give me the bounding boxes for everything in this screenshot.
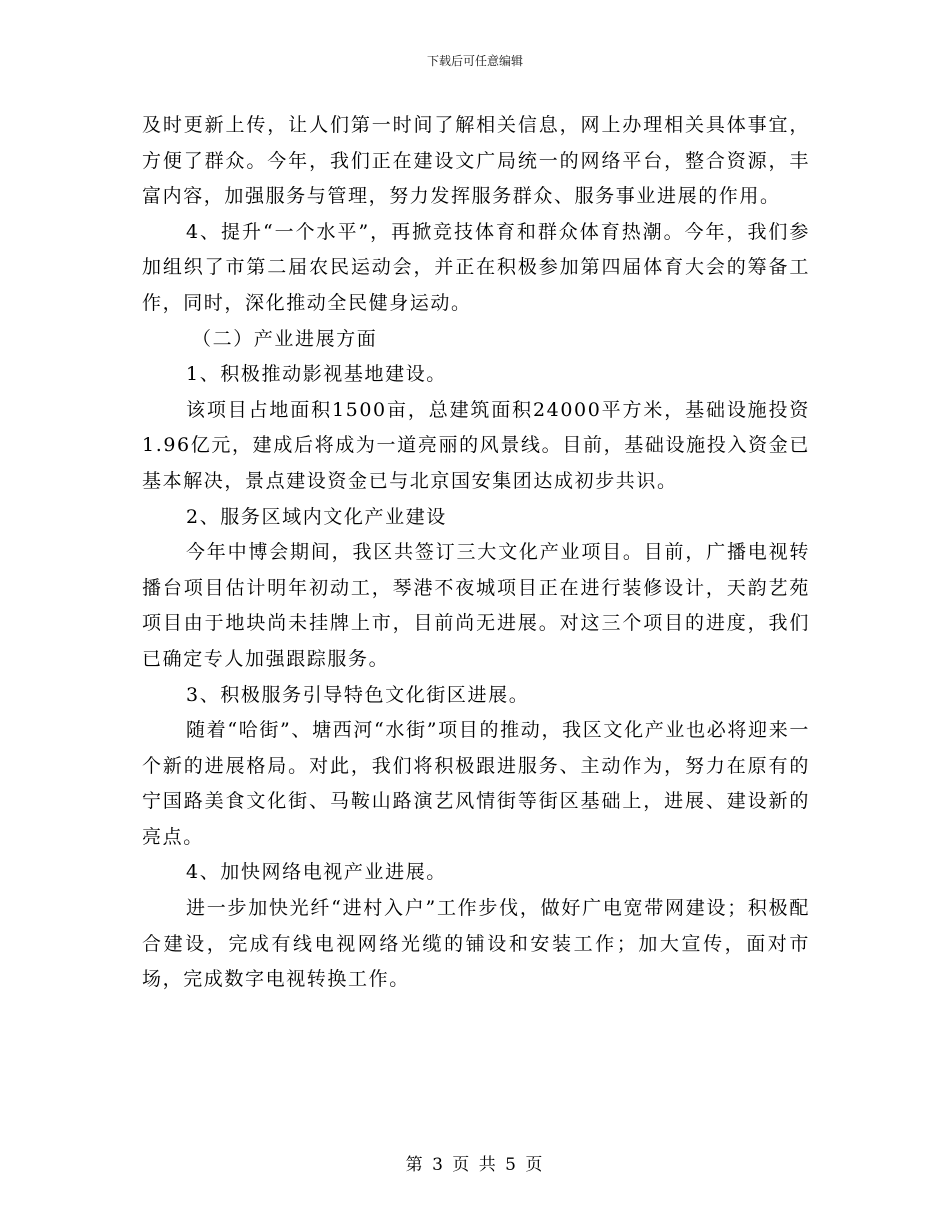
page-header-note: 下载后可任意编辑 xyxy=(426,54,523,68)
paragraph-item-4-sports: 4、提升“一个水平”，再掀竞技体育和群众体育热潮。今年，我们参加组织了市第二届农民运动会，并正在积极参加第四届体育大会的筹备工作，同时，深化推动全民健身运动。 xyxy=(142,220,810,314)
page-number-footer: 第 3 页 共 5 页 xyxy=(405,1155,545,1175)
item-heading-cultural-industry: 2、服务区域内文化产业建设 xyxy=(186,505,447,528)
item-heading-film-base: 1、积极推动影视基地建设。 xyxy=(186,363,447,386)
paragraph-cultural-district: 随着“哈街”、塘西河“水街”项目的推动，我区文化产业也必将迎来一个新的进展格局。对此，我们将积极跟进服务、主动作为，努力在原有的宁国路美食文化街、马鞍山路演艺风情街等街区基础上，进展、建设新的亮点。 xyxy=(142,719,810,848)
paragraph-film-base: 该项目占地面积1500亩，总建筑面积24000平方米，基础设施投资1.96亿元，建成后将成为一道亮丽的风景线。目前，基础设施投入资金已基本解决，景点建设资金已与北京国安集团达成初步共识。 xyxy=(142,398,810,492)
paragraph-cultural-industry: 今年中博会期间，我区共签订三大文化产业项目。目前，广播电视转播台项目估计明年初动工，琴港不夜城项目正在进行装修设计，天韵艺苑项目由于地块尚未挂牌上市，目前尚无进展。对这三个项目的进度，我们已确定专人加强跟踪服务。 xyxy=(142,541,810,670)
paragraph-continuation: 及时更新上传，让人们第一时间了解相关信息，网上办理相关具体事宜，方便了群众。今年，我们正在建设文广局统一的网络平台，整合资源，丰富内容，加强服务与管理，努力发挥服务群众、服务事业进展的作用。 xyxy=(142,114,810,208)
item-heading-cultural-district: 3、积极服务引导特色文化街区进展。 xyxy=(186,683,530,706)
document-body xyxy=(142,108,810,998)
item-heading-network-tv: 4、加快网络电视产业进展。 xyxy=(186,861,447,884)
section-heading-industry: （二）产业进展方面 xyxy=(192,327,378,350)
paragraph-network-tv: 进一步加快光纤“进村入户”工作步伐，做好广电宽带网建设；积极配合建设，完成有线电视网络光缆的铺设和安装工作；加大宣传，面对市场，完成数字电视转换工作。 xyxy=(142,897,810,991)
